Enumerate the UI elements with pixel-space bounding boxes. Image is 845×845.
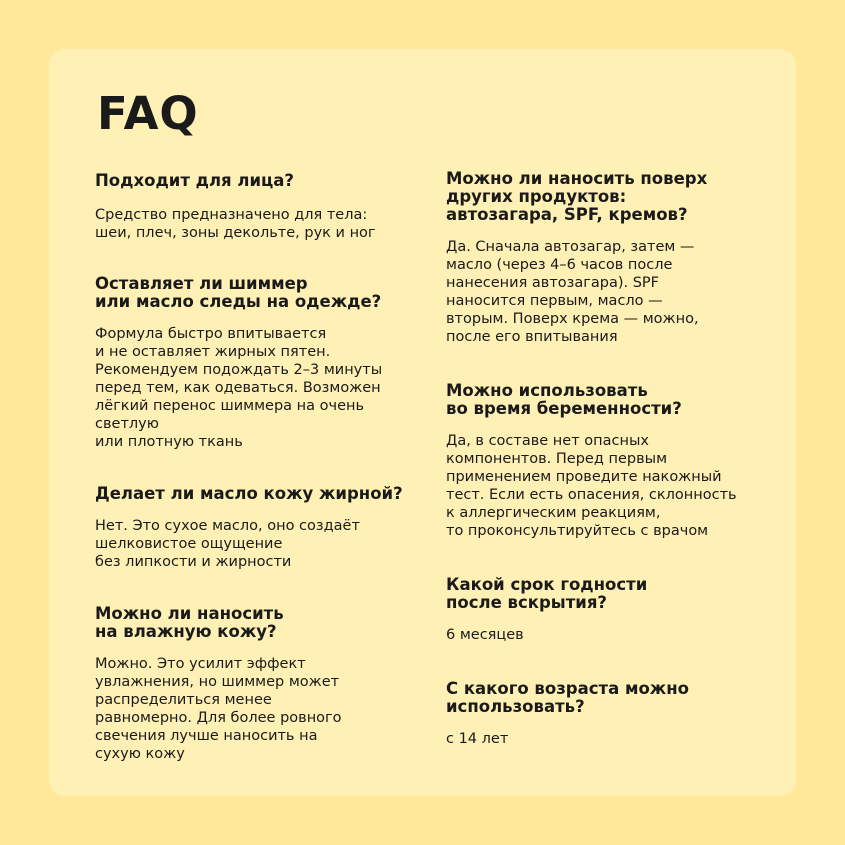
faq-answer: Можно. Это усилит эффект увлажнения, но шиммер может распределиться менее равномерно. Для более ровного свечения лучше наносить на сухую кожу xyxy=(95,656,342,762)
faq-item-oily xyxy=(95,485,405,571)
faq-answer: Нет. Это сухое масло, оно создаёт шелковистое ощущение без липкости и жирности xyxy=(95,518,360,570)
faq-answer: Формула быстро впитывается и не оставляет жирных пятен. Рекомендуем подождать 2–3 минуты перед тем, как одеваться. Возможен лёгкий перенос шиммера на очень светлую или плотную ткань xyxy=(95,326,383,450)
faq-answer: Да, в составе нет опасных компонентов. Перед первым применением проведите накожный тест. Если есть опасения, склонность к аллергическим реакциям, то проконсультируйтесь с врачом xyxy=(446,433,737,539)
faq-question: Делает ли масло кожу жирной? xyxy=(95,484,403,503)
faq-question: Какой срок годности после вскрытия? xyxy=(446,575,648,612)
faq-item-face xyxy=(95,172,405,242)
page-title: FAQ xyxy=(97,87,199,140)
faq-item-shelf-life xyxy=(446,576,756,644)
faq-item-clothing xyxy=(95,275,405,451)
faq-card xyxy=(49,49,796,796)
faq-item-age xyxy=(446,680,756,748)
faq-item-wet-skin xyxy=(95,605,405,763)
faq-question: Можно использовать во время беременности? xyxy=(446,381,682,418)
faq-item-pregnancy xyxy=(446,382,756,540)
faq-item-layering xyxy=(446,170,756,346)
faq-answer: 6 месяцев xyxy=(446,627,524,643)
faq-question: Оставляет ли шиммер или масло следы на одежде? xyxy=(95,274,382,311)
faq-answer: с 14 лет xyxy=(446,731,509,747)
faq-answer: Средство предназначено для тела: шеи, плеч, зоны декольте, рук и ног xyxy=(95,207,376,241)
faq-question: Можно ли наносить на влажную кожу? xyxy=(95,604,284,641)
faq-question: С какого возраста можно использовать? xyxy=(446,679,689,716)
faq-question: Можно ли наносить поверх других продуктов: автозагара, SPF, кремов? xyxy=(446,169,708,224)
faq-answer: Да. Сначала автозагар, затем — масло (через 4–6 часов после нанесения автозагара). SPF наносится первым, масло — вторым. Поверх крема — можно, после его впитывания xyxy=(446,239,699,345)
faq-question: Подходит для лица? xyxy=(95,171,294,190)
